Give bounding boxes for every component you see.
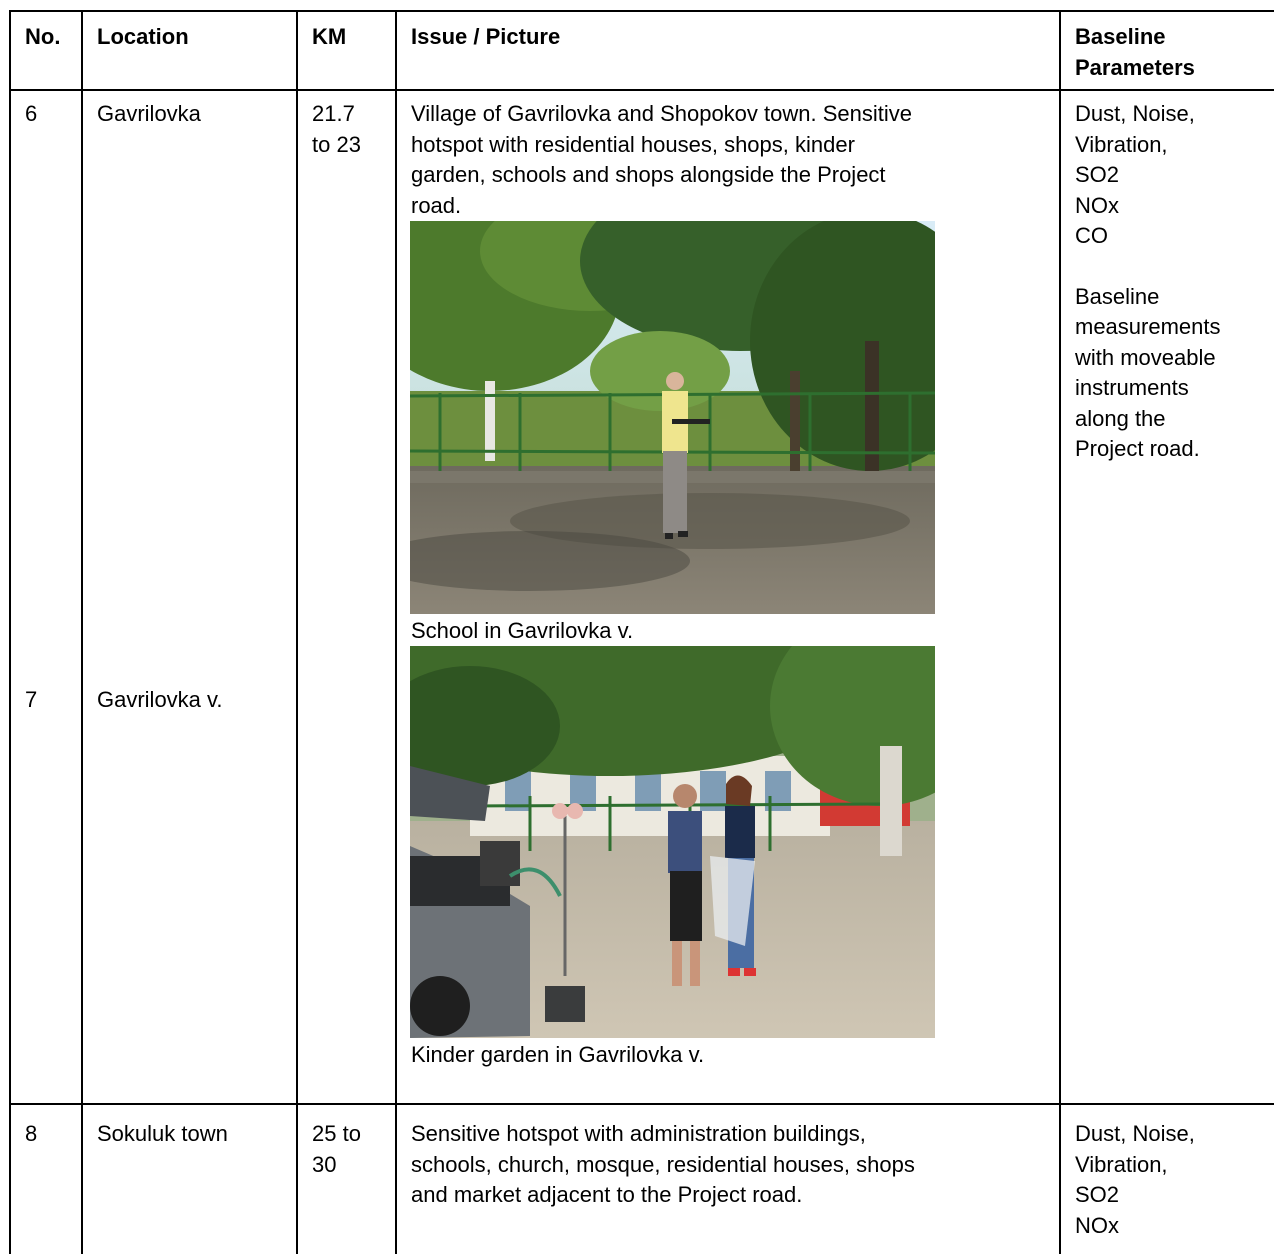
issue-line: road. [411, 192, 462, 218]
param-line: NOx [1075, 192, 1119, 218]
note-line: with moveable [1075, 344, 1216, 370]
col-border [1059, 10, 1061, 1254]
param-line: Vibration, [1075, 1151, 1168, 1177]
note-line: along the [1075, 405, 1166, 431]
issue-line: schools, church, mosque, residential houses, shops [411, 1151, 915, 1177]
issue-line: and market adjacent to the Project road. [411, 1182, 803, 1207]
param-line: SO2 [1075, 1182, 1120, 1207]
row-number: 6 [25, 101, 38, 126]
col-border [296, 10, 298, 1254]
note-line: Baseline [1075, 283, 1160, 309]
col-border [395, 10, 397, 1254]
param-line: CO [1075, 223, 1108, 248]
header-divider [9, 89, 1274, 91]
header-no: No. [25, 24, 61, 49]
row-issue-text [411, 99, 1051, 221]
row-number: 8 [25, 1121, 38, 1146]
header-baseline-line: Baseline [1075, 24, 1166, 49]
note-line: measurements [1075, 314, 1221, 339]
col-border [9, 10, 11, 1254]
param-line: Dust, Noise, [1075, 101, 1195, 126]
issue-line: Sensitive hotspot with administration buildings, [411, 1121, 866, 1146]
issue-line: hotspot with residential houses, shops, kinder [411, 131, 855, 157]
row-location: Sokuluk town [97, 1121, 228, 1146]
row-km [312, 99, 361, 160]
issue-line: garden, schools and shops alongside the Project [411, 162, 886, 187]
row-params [1075, 1119, 1195, 1241]
row-issue-text [411, 1119, 1051, 1211]
km-line: to 23 [312, 131, 361, 157]
param-line: NOx [1075, 1212, 1119, 1238]
col-border [81, 10, 83, 1254]
row-number: 7 [25, 687, 38, 712]
km-line: 25 to [312, 1121, 361, 1146]
note-line: instruments [1075, 375, 1189, 400]
note-line: Project road. [1075, 436, 1200, 461]
school-photo [410, 221, 935, 614]
row-location: Gavrilovka [97, 101, 201, 126]
header-km: KM [312, 24, 347, 49]
param-line: SO2 [1075, 162, 1120, 187]
header-baseline-line: Parameters [1075, 54, 1195, 80]
kinder-garden-photo-caption: Kinder garden in Gavrilovka v. [411, 1042, 705, 1067]
header-issue: Issue / Picture [411, 24, 561, 49]
km-line: 30 [312, 1151, 337, 1177]
header-location: Location [97, 24, 189, 49]
school-photo-caption: School in Gavrilovka v. [411, 618, 634, 643]
header-baseline [1075, 22, 1195, 83]
table-border-top [9, 10, 1274, 12]
kinder-garden-photo [410, 646, 935, 1038]
param-line: Dust, Noise, [1075, 1121, 1195, 1146]
issue-line: Village of Gavrilovka and Shopokov town. Sensitive [411, 101, 912, 126]
km-line: 21.7 [312, 101, 355, 126]
row-km [312, 1119, 361, 1180]
row-params [1075, 99, 1221, 465]
row-divider [9, 1103, 1274, 1105]
param-line: Vibration, [1075, 131, 1168, 157]
row-location: Gavrilovka v. [97, 687, 223, 712]
